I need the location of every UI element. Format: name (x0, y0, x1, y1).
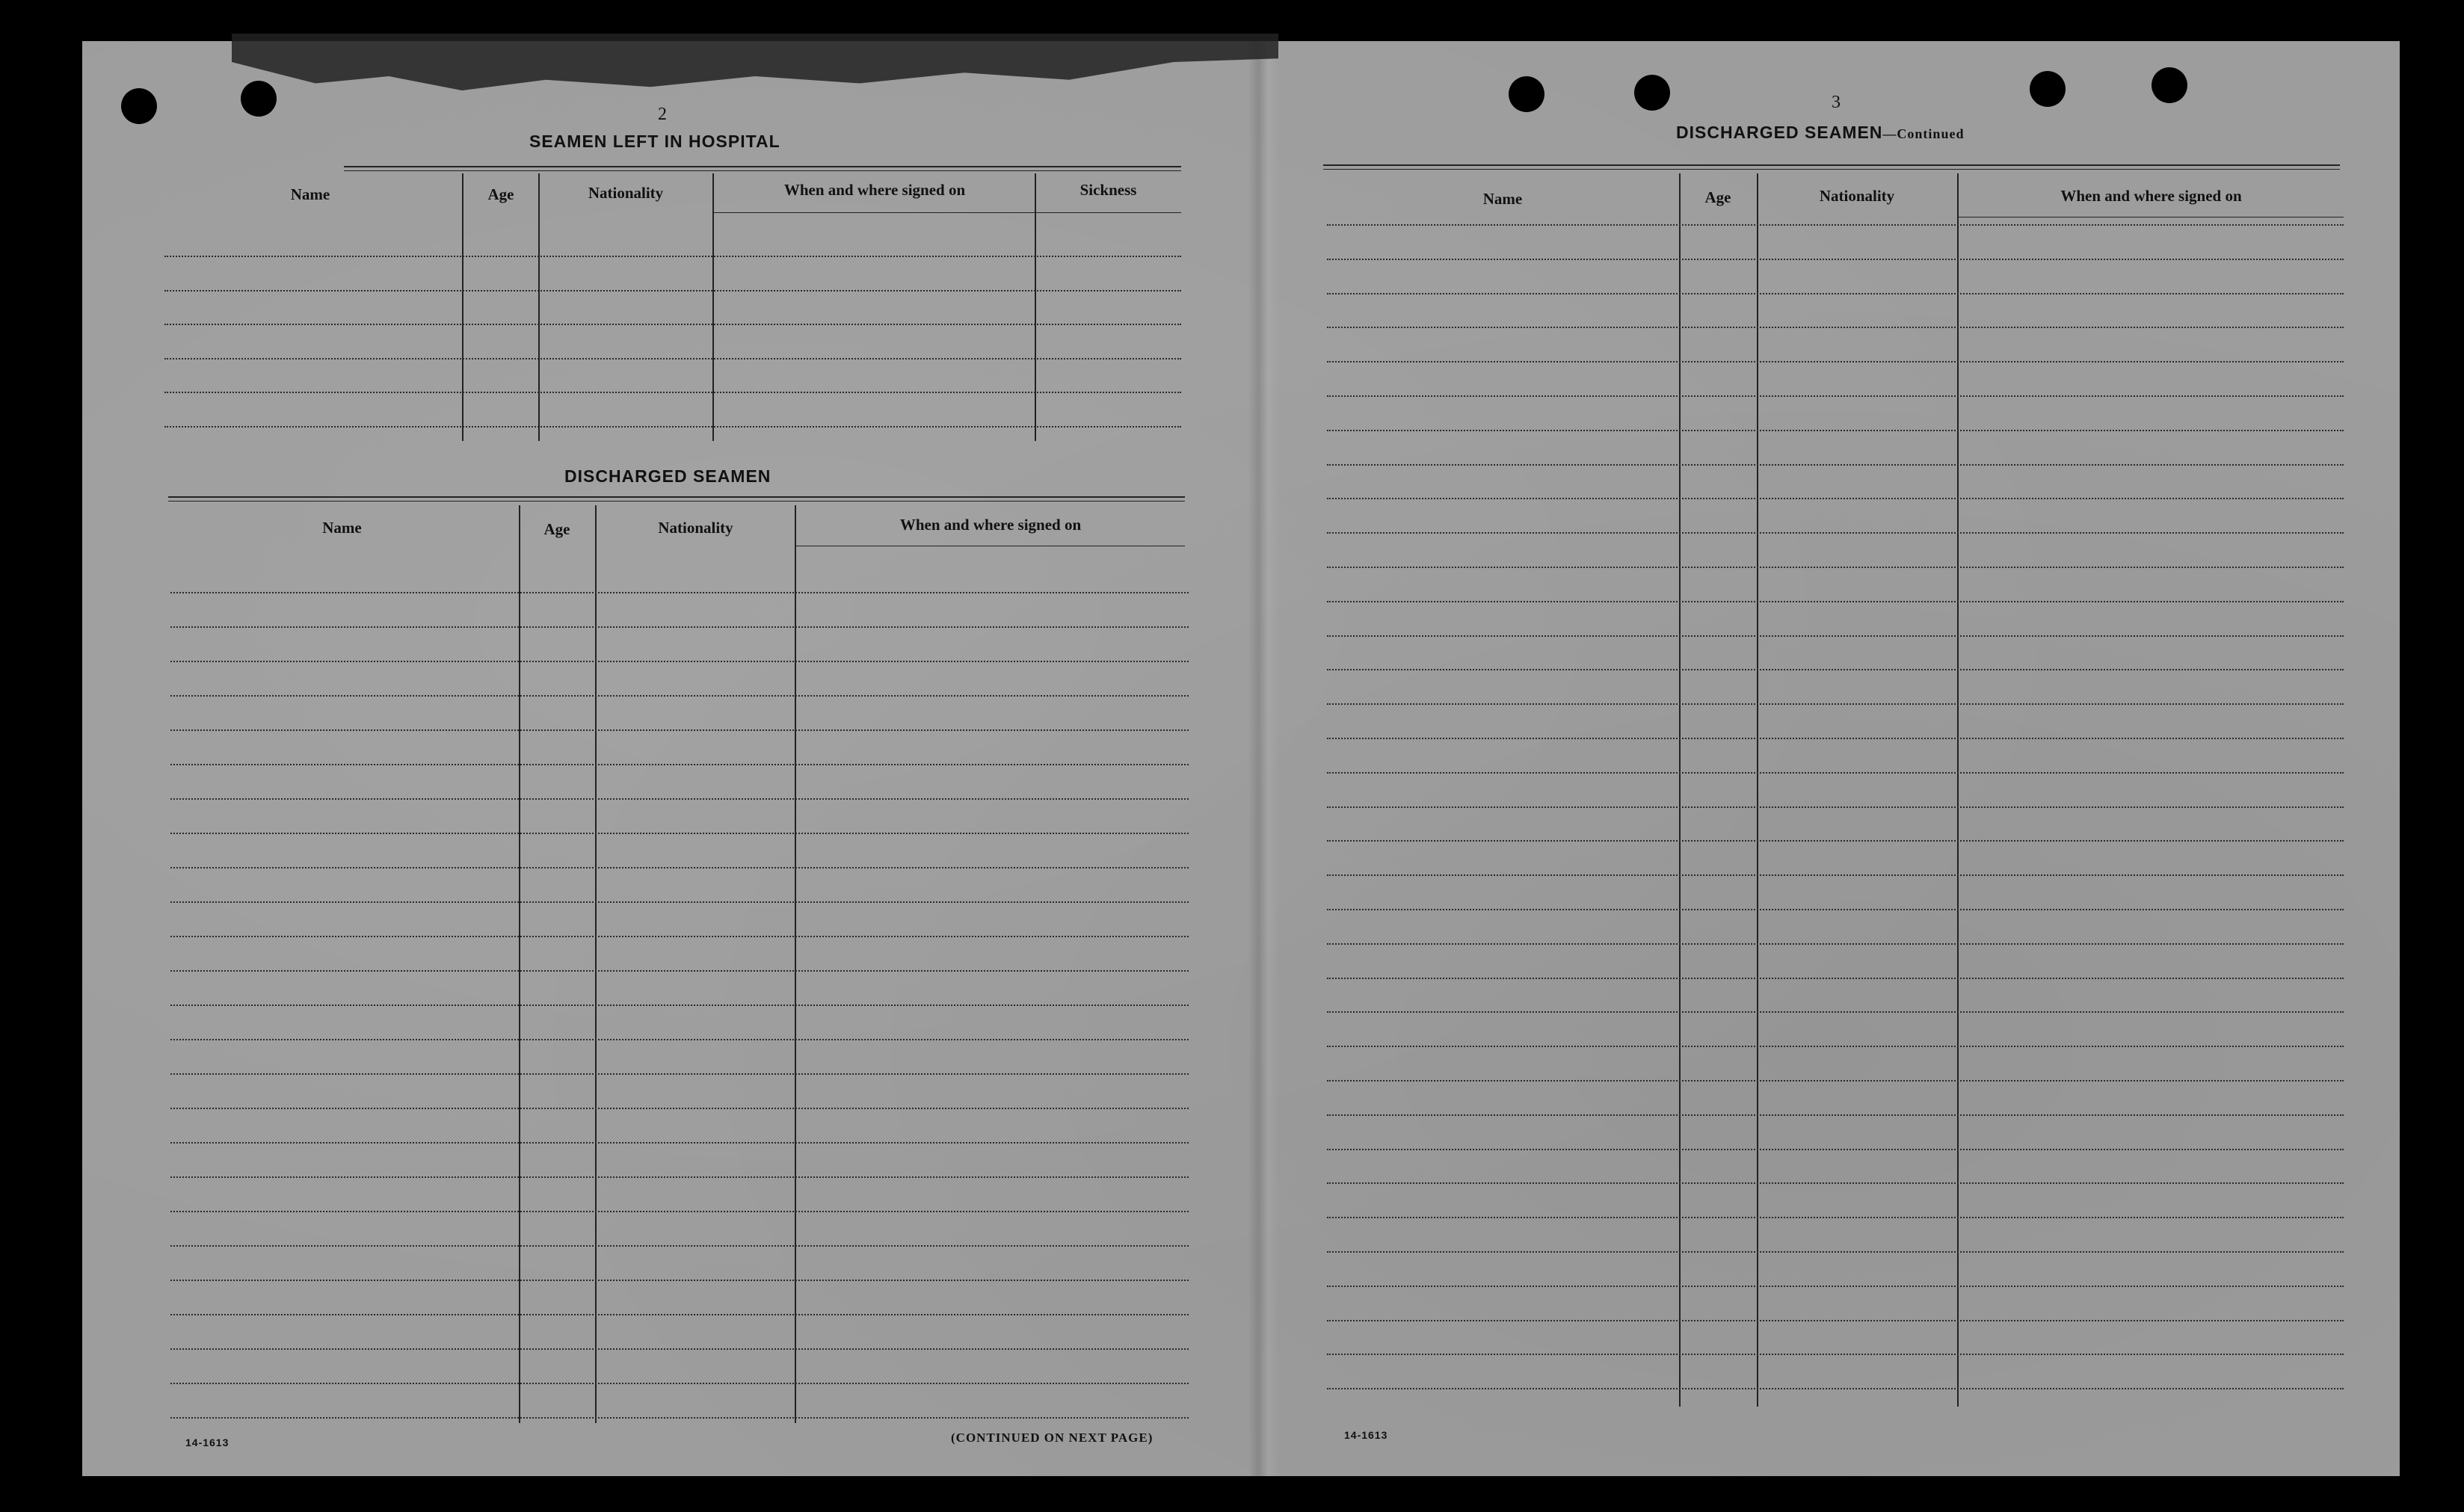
hospital-col-sickness: Sickness (1079, 181, 1137, 199)
table-row-line (1327, 1388, 2344, 1389)
punch-hole (241, 81, 277, 117)
table-row-line (170, 1348, 1189, 1350)
table-row-line (1327, 806, 2344, 808)
hospital-col-signed-on: When and where signed on (783, 181, 966, 199)
table-row-line (170, 1417, 1189, 1419)
table-row-line (1327, 1011, 2344, 1013)
table-row-line (1327, 327, 2344, 328)
discharged-col-nationality: Nationality (658, 519, 733, 537)
table-row-line (170, 867, 1189, 868)
table-row-line (170, 1245, 1189, 1247)
table-row-line (1327, 1354, 2344, 1355)
right-section-title (1676, 123, 1964, 143)
punch-hole (1509, 76, 1544, 112)
table-row-line (1327, 1320, 2344, 1321)
table-row-line (1327, 1286, 2344, 1287)
hospital-col-nationality: Nationality (588, 184, 664, 202)
table-row-line (1327, 978, 2344, 979)
table-row-line (1327, 224, 2344, 226)
continued-note: (CONTINUED ON NEXT PAGE) (951, 1431, 1154, 1445)
punch-hole (2030, 71, 2066, 107)
discharged-col-signed-on: When and where signed on (899, 516, 1082, 534)
hospital-col-name: Name (290, 185, 330, 203)
right-col-signed-on: When and where signed on (2060, 187, 2242, 205)
table-row-line (170, 1108, 1189, 1109)
right-title-text: DISCHARGED SEAMEN (1676, 123, 1883, 142)
table-row-line (1327, 1114, 2344, 1116)
discharged-col-name: Name (322, 519, 362, 537)
table-row-line (1327, 703, 2344, 705)
table-row-line (170, 970, 1189, 972)
table-row-line (170, 1073, 1189, 1075)
table-row-line (170, 1280, 1189, 1281)
table-row-line (170, 936, 1189, 937)
table-row-line (164, 392, 1181, 393)
table-row-line (170, 1211, 1189, 1212)
table-row-line (1327, 1080, 2344, 1081)
hospital-col-age: Age (487, 185, 514, 203)
table-row-line (170, 1314, 1189, 1315)
table-row-line (170, 1142, 1189, 1144)
punch-hole (2152, 67, 2187, 103)
right-col-nationality: Nationality (1819, 187, 1895, 205)
page-fold (1248, 41, 1278, 1476)
table-row-line (164, 256, 1181, 257)
table-row-line (170, 1176, 1189, 1178)
table-row-line (1327, 1182, 2344, 1184)
table-row-line (1327, 738, 2344, 739)
table-row-line (1327, 259, 2344, 260)
table-row-line (170, 592, 1189, 593)
hospital-section-title: SEAMEN LEFT IN HOSPITAL (529, 132, 780, 151)
table-row-line (1327, 943, 2344, 945)
table-row-line (170, 661, 1189, 662)
left-page-number: 2 (658, 105, 667, 124)
table-row-line (170, 1005, 1189, 1006)
table-row-line (170, 833, 1189, 834)
table-row-line (164, 290, 1181, 291)
table-row-line (164, 324, 1181, 325)
table-row-line (1327, 601, 2344, 602)
table-row-line (1327, 293, 2344, 294)
right-form-number: 14-1613 (1344, 1429, 1388, 1441)
right-title-rule (1323, 164, 2340, 166)
table-row-line (170, 695, 1189, 697)
hospital-title-rule (344, 166, 1181, 167)
table-row-line (1327, 532, 2344, 534)
right-col-name: Name (1482, 190, 1523, 208)
table-row-line (164, 358, 1181, 360)
table-row-line (1327, 840, 2344, 842)
table-row-line (1327, 1217, 2344, 1218)
table-row-line (170, 729, 1189, 731)
table-row-line (170, 901, 1189, 903)
table-row-line (1327, 772, 2344, 774)
punch-hole (1634, 75, 1670, 111)
table-row-line (170, 798, 1189, 800)
table-row-line (1327, 395, 2344, 397)
table-row-line (1327, 567, 2344, 568)
right-page-number: 3 (1832, 93, 1841, 112)
table-row-line (1327, 909, 2344, 910)
table-row-line (1327, 874, 2344, 876)
torn-edge (232, 34, 1278, 105)
table-row-line (164, 426, 1181, 428)
discharged-col-age: Age (543, 520, 570, 538)
table-row-line (1327, 1251, 2344, 1253)
table-row-line (1327, 498, 2344, 499)
right-col-age: Age (1704, 188, 1731, 206)
table-row-line (1327, 430, 2344, 431)
table-row-line (170, 764, 1189, 765)
table-row-line (170, 1039, 1189, 1040)
table-row-line (1327, 464, 2344, 466)
discharged-section-title: DISCHARGED SEAMEN (564, 466, 771, 486)
table-row-line (1327, 1046, 2344, 1047)
left-form-number: 14-1613 (185, 1437, 230, 1448)
punch-hole (121, 88, 157, 124)
table-row-line (170, 1383, 1189, 1384)
table-row-line (170, 626, 1189, 628)
table-row-line (1327, 361, 2344, 362)
table-row-line (1327, 1149, 2344, 1150)
table-row-line (1327, 669, 2344, 670)
discharged-title-rule (168, 496, 1185, 498)
right-title-suffix: —Continued (1882, 126, 1965, 141)
table-row-line (1327, 635, 2344, 637)
